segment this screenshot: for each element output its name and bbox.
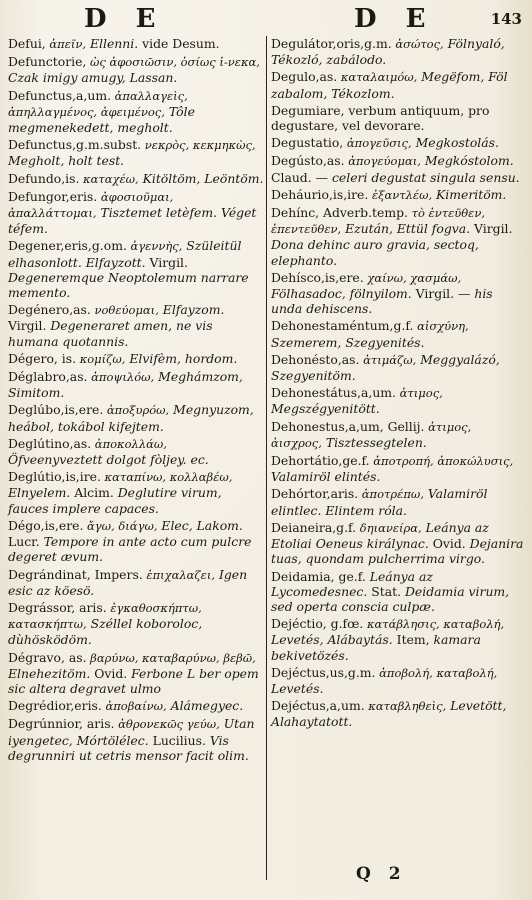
entry-headword: Degrássor, aris. [8, 599, 107, 615]
entry-translation: Levetés, Alábaytás. [271, 632, 393, 648]
entry-translation: Megnyuzom, heábol, tokábol kifejtem. [8, 402, 254, 434]
entry-headword: Degrúnnior, aris. [8, 716, 115, 732]
dictionary-entry [8, 36, 264, 52]
entry-greek: κομίζω, [76, 351, 126, 366]
entry-greek: ἀποτρέπω, [358, 487, 424, 502]
entry-translation: Valamiröl elintlec. Elintem róla. [271, 486, 488, 518]
entry-greek: καταχέω, [79, 171, 139, 186]
entry-headword: Degrédior,eris. [8, 698, 102, 714]
entry-headword: Defungor,eris. [8, 188, 98, 204]
entry-greek: καταλαιμόω, [337, 70, 418, 85]
column-divider [266, 36, 267, 880]
entry-headword: Dehonestátus,a,um. [271, 385, 396, 401]
entry-translation: Szemerem, Szegyenités. [271, 334, 425, 350]
entry-source: Lucilius. [148, 732, 210, 748]
page-number: 143 [490, 10, 522, 28]
entry-greek: δηιανείρα, [356, 520, 422, 535]
entry-headword: Defunctorie, [8, 54, 87, 70]
entry-translation: Alámegyec. [166, 698, 244, 714]
dictionary-entry [271, 616, 525, 663]
entry-translation: Elnehezitöm. [8, 665, 91, 681]
entry-headword: Defunctus,a,um. [8, 87, 112, 103]
entry-translation: Ellenni. [86, 36, 139, 51]
entry-greek: ἀποκολλάω, [91, 436, 167, 451]
entry-headword: Dehonestus,a,um, Gellij. [271, 418, 425, 434]
entry-quotation: Deglutire virum, fauces implere capaces. [8, 485, 222, 516]
entry-greek: καταπίνω, κολλαβέω, [100, 470, 233, 485]
entry-headword: Deianeira,g.f. [271, 519, 357, 535]
entry-headword: Degrándinat, Impers. [8, 566, 143, 582]
entry-source: Lucr. [8, 534, 44, 550]
entry-translation: Leánya az Lycomedesnec. [271, 568, 433, 599]
entry-translation: Levetött, Alahaytatott. [271, 698, 507, 730]
entry-greek: ἀπεῖν, [45, 37, 87, 51]
entry-translation: Megëfom, Föl zabalom, Tékozlom. [271, 69, 508, 101]
entry-source: vide Desum. [138, 36, 220, 51]
signature-mark: Q 2 [356, 864, 407, 884]
entry-greek: ἀπογεῦσις, [343, 136, 412, 151]
dictionary-entry [8, 716, 264, 763]
dictionary-entry [8, 518, 264, 565]
entry-greek: καταβληθεὶς, [364, 699, 447, 714]
entry-translation: Elnyelem. [8, 485, 71, 501]
entry-translation: Szüleitül elhasonlott. Elfayzott. [8, 238, 242, 270]
dictionary-entry [8, 54, 264, 85]
entry-headword: Dégo,is,ere. [8, 517, 84, 533]
dictionary-entry [271, 520, 525, 567]
entry-translation: Megholt, holt test. [8, 153, 125, 169]
entry-greek: αἰσχύνη, [413, 319, 469, 334]
entry-translation: Kimeritöm. [432, 186, 507, 202]
entry-headword: Defunctus,g.m.subst. [8, 137, 142, 153]
entry-translation: Fölnyaló, Tékozló, zabálodo. [271, 36, 505, 68]
running-head-left: D E [84, 4, 166, 34]
dictionary-entry [271, 453, 525, 484]
entry-headword: Dégero, is. [8, 350, 77, 366]
entry-translation: Öfveenyveztett dolgot fòljey. ec. [8, 452, 209, 468]
entry-headword: Dehísco,is,ere. [271, 269, 364, 285]
dictionary-entry [8, 189, 264, 237]
dictionary-entry [8, 650, 264, 697]
entry-translation: Elfayzom. [158, 302, 225, 318]
entry-headword: Dégravo, as. [8, 649, 87, 665]
entry-translation: Kitöltöm, Leöntöm. [138, 170, 264, 186]
dictionary-entry [271, 419, 525, 451]
entry-greek: ἀποβολή, καταβολή, [375, 665, 498, 680]
entry-translation: Igen esic az köesö. [8, 566, 248, 598]
entry-headword: Dehortátio,ge.f. [271, 453, 370, 469]
entry-translation: Megkostolás. [411, 135, 499, 151]
entry-greek: ἀποβαίνω, [101, 699, 167, 714]
dictionary-entry [8, 171, 264, 187]
dictionary-entry [8, 402, 264, 433]
entry-headword: Degulátor,oris,g.m. [271, 36, 392, 51]
entry-headword: Degustatio, [271, 135, 344, 151]
entry-translation: Meggyalázó, Szegyenitöm. [271, 351, 500, 384]
dictionary-entry [271, 36, 525, 67]
entry-headword: Déglabro,as. [8, 369, 88, 385]
entry-translation: Utan iyengetec, Mórtölélec. [8, 716, 255, 748]
entry-greek: ἀσώτος, [391, 37, 444, 51]
entry-headword: Defundo,is. [8, 170, 80, 186]
entry-headword: Dehórtor,aris. [271, 486, 359, 502]
dictionary-entry [271, 153, 525, 184]
entry-quotation: — celeri degustat singula sensu. [315, 169, 520, 185]
entry-quotation: Dona dehinc auro gravia, sectoq, elephanto. [271, 237, 479, 268]
dictionary-entry [8, 88, 264, 136]
dictionary-entry [271, 135, 525, 151]
entry-greek: νεκρὸς, κεκμηκὼς, [141, 138, 256, 153]
dictionary-entry [271, 103, 525, 133]
entry-greek: ἐπιχαλαζει, [142, 567, 216, 582]
dictionary-entry [271, 698, 525, 729]
entry-headword: Degénero,as. [8, 302, 91, 318]
entry-headword: Degumiare, [271, 102, 345, 118]
dictionary-entry [271, 569, 525, 615]
entry-greek: ἐγκαθοσκήπτω, κατασκήπτω, [8, 600, 202, 632]
entry-greek: ἀποτροπή, ἀποκώλυσις, [369, 454, 514, 469]
entry-greek: ἀφοσιοῦμαι, ἀπαλλάττομαι, [8, 189, 174, 221]
entry-translation: Elvifèm, hordom. [125, 350, 238, 366]
dictionary-entry [8, 351, 264, 367]
entry-source: Virgil. [470, 221, 513, 237]
entry-headword: Degulo,as. [271, 69, 338, 85]
entry-greek: κατάβλησις, καταβολή, [363, 617, 505, 632]
entry-headword: Dejéctus,a,um. [271, 698, 365, 714]
entry-greek: χαίνω, χασμάω, [363, 270, 462, 285]
entry-headword: Deglúbo,is,ere. [8, 402, 104, 418]
entry-greek: ἐξαντλέω, [368, 187, 433, 202]
entry-headword: Degener,eris,g.om. [8, 238, 127, 254]
dictionary-entry [271, 187, 525, 203]
entry-greek: βαρύνω, καταβαρύνω, βεβῶ, [86, 650, 256, 665]
entry-source: Virgil. [145, 254, 188, 270]
dictionary-entry [8, 238, 264, 300]
entry-source: Alcim. [70, 485, 118, 501]
entry-translation: Leánya az Etoliai Oeneus királynac. [271, 519, 489, 552]
entry-quotation: — his unda dehiscens. [271, 286, 493, 317]
entry-translation: Fölhasadoc, fölnyilom. [271, 286, 412, 302]
dictionary-entry [271, 69, 525, 100]
entry-source: Item, [392, 632, 434, 648]
dictionary-entry [271, 665, 525, 696]
entry-translation: Tisztemet letèfem. Véget téfem. [8, 205, 257, 237]
entry-source: Virgil. [411, 286, 459, 302]
entry-quotation: Tempore in ante acto cum pulcre degeret ævum. [8, 534, 252, 565]
entry-translation: Ezután, Ettül fogva. [341, 221, 471, 237]
left-column [8, 36, 264, 765]
entry-headword: Defui, [8, 36, 46, 51]
entry-headword: Dehínc, Adverb.temp. [271, 205, 408, 221]
entry-headword: Deháurio,is,ire. [271, 186, 369, 202]
dictionary-entry [271, 486, 525, 517]
entry-source: Stat. [367, 583, 405, 599]
entry-greek: ἀτιμος, [396, 386, 443, 401]
entry-quotation: Deidamia virum, sed operta conscia culpæ. [271, 583, 510, 614]
dictionary-entry [8, 600, 264, 648]
entry-source: Claud. [271, 169, 316, 185]
right-column [271, 36, 525, 732]
entry-greek: ἄγω, διάγω, [83, 518, 158, 533]
entry-greek: τὸ ἐντεῦθεν, ἐπεντεῦθεν, [271, 206, 485, 237]
entry-greek: ὡς ἀφοσιῶσιν, ὁσίως ἰ-νεκα, [86, 55, 260, 70]
entry-translation: Meghámzom, Simitom. [8, 369, 243, 401]
entry-quotation: Degeneremque Neoptolemum narrare memento. [8, 269, 249, 301]
dictionary-entry [8, 302, 264, 349]
entry-greek: ἀποψιλόω, [87, 370, 155, 385]
entry-greek: ἀτιμος, ἀισχρος, [271, 419, 472, 450]
dictionary-entry [8, 567, 264, 598]
entry-translation: Tisztessegtelen. [321, 434, 427, 450]
entry-greek: ἀτιμάζω, [359, 352, 417, 367]
entry-greek: νοθεύομαι, [90, 303, 159, 318]
entry-headword: Dehonésto,as. [271, 351, 360, 367]
dictionary-entry [271, 205, 525, 268]
entry-headword: Deidamia, ge.f. [271, 568, 366, 584]
dictionary-entry [271, 385, 525, 416]
dictionary-entry [8, 469, 264, 516]
entry-headword: Dehonestaméntum,g.f. [271, 318, 414, 334]
entry-greek: ἀποξυρόω, [103, 403, 170, 418]
entry-source: Ovid. [428, 536, 470, 552]
entry-translation: Elec, Lakom. [157, 517, 243, 533]
entry-translation: Levetés. [271, 680, 324, 696]
entry-headword: Deglútino,as. [8, 435, 92, 451]
dictionary-entry [8, 369, 264, 400]
entry-source: Virgil. [8, 318, 51, 334]
entry-source: verbum antiquum, pro degustare, vel devorare. [271, 102, 490, 134]
entry-greek: ἀπαλλαγεὶς, ἀπηλλαγμένος, ἀφειμένος, [8, 88, 188, 119]
dictionary-entry [271, 270, 525, 317]
dictionary-entry [271, 318, 525, 349]
entry-translation: Tôle megmenekedett, megholt. [8, 103, 195, 136]
entry-quotation: Dejanira tuas, quondam pulcherrima virgo. [271, 536, 524, 567]
entry-translation: Széllel koboroloc, dùhösködöm. [8, 616, 203, 648]
entry-translation: Valamiröl elintés. [271, 469, 381, 485]
dictionary-entry [8, 137, 264, 168]
entry-translation: Megkóstolom. [420, 153, 514, 169]
entry-headword: Degústo,as. [271, 153, 345, 169]
entry-quotation: Degeneraret amen, ne vis humana quotannis. [8, 318, 213, 349]
running-head-right: D E [354, 4, 436, 34]
dictionary-entry [8, 698, 264, 714]
entry-quotation: Ferbone L ber opem sic altera degravet ulmo [8, 665, 259, 696]
entry-quotation: Vis degrunniri ut cetris mensor facit olim. [8, 732, 249, 763]
entry-headword: Deglútio,is,ire. [8, 469, 101, 485]
entry-headword: Dejéctio, g.fœ. [271, 616, 364, 632]
dictionary-entry [271, 352, 525, 383]
entry-translation: Megszégyenitött. [271, 401, 380, 417]
dictionary-entry [8, 436, 264, 467]
entry-headword: Dejéctus,us,g.m. [271, 664, 376, 680]
entry-translation: Czak imigy amugy, Lassan. [8, 70, 178, 86]
entry-source: Ovid. [90, 665, 132, 681]
entry-quotation: kamara bekivetözés. [271, 632, 481, 663]
entry-greek: ἀπογεύομαι, [344, 154, 421, 169]
entry-greek: ἀγεννὴς, [126, 239, 183, 254]
entry-greek: ἀθρονεκῶς γεύω, [114, 717, 220, 732]
